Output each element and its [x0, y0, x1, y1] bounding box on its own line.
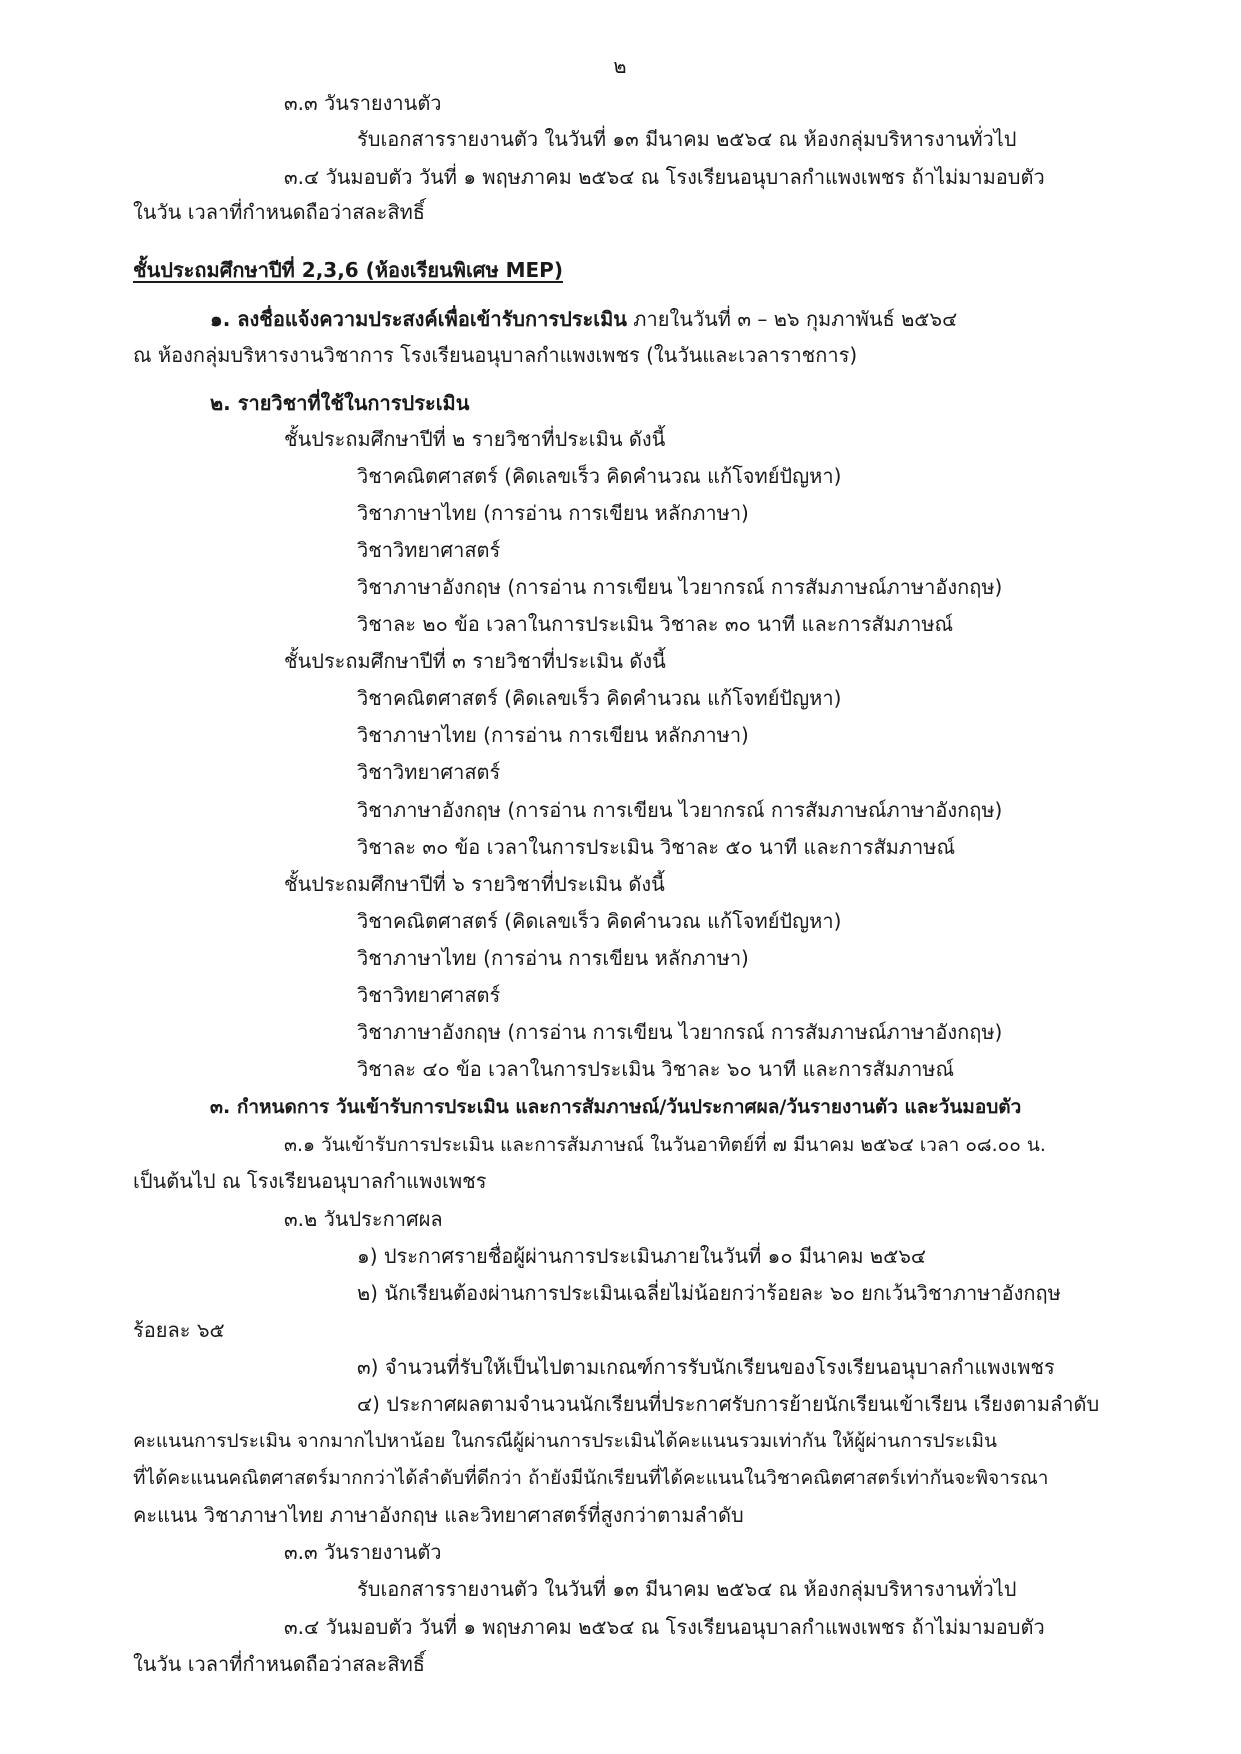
list-item: ๔) ประกาศผลตามจำนวนนักเรียนที่ประกาศรับการย้ายนักเรียนเข้าเรียน เรียงตามลำดับ [357, 1392, 1100, 1416]
list-item: ๑) ประกาศรายชื่อผู้ผ่านการประเมินภายในวันที่ ๑๐ มีนาคม ๒๕๖๔ [357, 1244, 927, 1268]
subject-item: วิชาวิทยาศาสตร์ [357, 760, 501, 784]
subject-item: วิชาวิทยาศาสตร์ [357, 538, 501, 562]
grade-heading: ชั้นประถมศึกษาปีที่ 2,3,6 (ห้องเรียนพิเศษ MEP) [133, 258, 563, 282]
paragraph-line: ๓.๑ วันเข้ารับการประเมิน และการสัมภาษณ์ ในวันอาทิตย์ที่ ๗ มีนาคม ๒๕๖๔ เวลา ๐๘.๐๐ น. [284, 1134, 1046, 1156]
paragraph-line: ในวัน เวลาที่กำหนดถือว่าสละสิทธิ์ [133, 200, 426, 224]
paragraph-line: ๓.๔ วันมอบตัว วันที่ ๑ พฤษภาคม ๒๕๖๔ ณ โรงเรียนอนุบาลกำแพงเพชร ถ้าไม่มามอบตัว [284, 1615, 1045, 1639]
section-heading: ๓.๓ วันรายงานตัว [284, 1540, 442, 1564]
subject-item: วิชาภาษาอังกฤษ (การอ่าน การเขียน ไวยากรณ์ การสัมภาษณ์ภาษาอังกฤษ) [357, 798, 1003, 822]
list-item: ๓) จำนวนที่รับให้เป็นไปตามเกณฑ์การรับนักเรียนของโรงเรียนอนุบาลกำแพงเพชร [357, 1355, 1055, 1379]
item-text: ภายในวันที่ ๓ – ๒๖ กุมภาพันธ์ ๒๕๖๔ [626, 307, 958, 331]
subject-item: วิชาภาษาไทย (การอ่าน การเขียน หลักภาษา) [357, 946, 749, 970]
paragraph-line: รับเอกสารรายงานตัว ในวันที่ ๑๓ มีนาคม ๒๕๖๔ ณ ห้องกลุ่มบริหารงานทั่วไป [357, 1577, 1017, 1601]
grade-subheading: ชั้นประถมศึกษาปีที่ ๒ รายวิชาที่ประเมิน ดังนี้ [284, 427, 666, 451]
grade-subheading: ชั้นประถมศึกษาปีที่ ๓ รายวิชาที่ประเมิน ดังนี้ [284, 649, 666, 673]
subject-item: วิชาละ ๔๐ ข้อ เวลาในการประเมิน วิชาละ ๖๐ นาที และการสัมภาษณ์ [357, 1057, 955, 1081]
paragraph-line: คะแนน วิชาภาษาไทย ภาษาอังกฤษ และวิทยาศาสตร์ที่สูงกว่าตามลำดับ [133, 1503, 744, 1527]
list-item: ๒) นักเรียนต้องผ่านการประเมินเฉลี่ยไม่น้อยกว่าร้อยละ ๖๐ ยกเว้นวิชาภาษาอังกฤษ [357, 1281, 1061, 1305]
subject-item: วิชาภาษาไทย (การอ่าน การเขียน หลักภาษา) [357, 501, 749, 525]
paragraph-line: เป็นต้นไป ณ โรงเรียนอนุบาลกำแพงเพชร [133, 1169, 487, 1193]
paragraph-line: ร้อยละ ๖๕ [133, 1318, 225, 1342]
subject-item: วิชาภาษาอังกฤษ (การอ่าน การเขียน ไวยากรณ์ การสัมภาษณ์ภาษาอังกฤษ) [357, 575, 1003, 599]
item-heading: ๒. รายวิชาที่ใช้ในการประเมิน [210, 391, 470, 415]
grade-subheading: ชั้นประถมศึกษาปีที่ ๖ รายวิชาที่ประเมิน ดังนี้ [284, 872, 665, 896]
subject-item: วิชาวิทยาศาสตร์ [357, 983, 501, 1007]
page-number: ๒ [613, 54, 627, 78]
paragraph-line: ที่ได้คะแนนคณิตศาสตร์มากกว่าได้ลำดับที่ดีกว่า ถ้ายังมีนักเรียนที่ได้คะแนนในวิชาคณิตศาสตร์เท่ากันจะพิจารณา [133, 1467, 1049, 1489]
subject-item: วิชาคณิตศาสตร์ (คิดเลขเร็ว คิดคำนวณ แก้โจทย์ปัญหา) [357, 464, 842, 488]
paragraph-line: ณ ห้องกลุ่มบริหารงานวิชาการ โรงเรียนอนุบาลกำแพงเพชร (ในวันและเวลาราชการ) [133, 343, 858, 367]
section-heading: ๓.๓ วันรายงานตัว [284, 91, 442, 115]
item-heading: ๑. ลงชื่อแจ้งความประสงค์เพื่อเข้ารับการประเมิน [210, 307, 627, 331]
item-heading: ๓. กำหนดการ วันเข้ารับการประเมิน และการสัมภาษณ์/วันประกาศผล/วันรายงานตัว และวันมอบตัว [210, 1096, 1022, 1118]
subject-item: วิชาภาษาไทย (การอ่าน การเขียน หลักภาษา) [357, 723, 749, 747]
subject-item: วิชาภาษาอังกฤษ (การอ่าน การเขียน ไวยากรณ์ การสัมภาษณ์ภาษาอังกฤษ) [357, 1020, 1003, 1044]
section-heading: ๓.๒ วันประกาศผล [284, 1207, 443, 1231]
subject-item: วิชาละ ๓๐ ข้อ เวลาในการประเมิน วิชาละ ๕๐ นาที และการสัมภาษณ์ [357, 835, 956, 859]
paragraph-line: คะแนนการประเมิน จากมากไปหาน้อย ในกรณีผู้ผ่านการประเมินได้คะแนนรวมเท่ากัน ให้ผู้ผ่านการประเมิน [133, 1430, 998, 1452]
subject-item: วิชาคณิตศาสตร์ (คิดเลขเร็ว คิดคำนวณ แก้โจทย์ปัญหา) [357, 686, 842, 710]
paragraph-line: ๓.๔ วันมอบตัว วันที่ ๑ พฤษภาคม ๒๕๖๔ ณ โรงเรียนอนุบาลกำแพงเพชร ถ้าไม่มามอบตัว [284, 165, 1045, 189]
paragraph-line: ในวัน เวลาที่กำหนดถือว่าสละสิทธิ์ [133, 1652, 426, 1676]
subject-item: วิชาละ ๒๐ ข้อ เวลาในการประเมิน วิชาละ ๓๐ นาที และการสัมภาษณ์ [357, 612, 954, 636]
paragraph-line: รับเอกสารรายงานตัว ในวันที่ ๑๓ มีนาคม ๒๕๖๔ ณ ห้องกลุ่มบริหารงานทั่วไป [357, 127, 1017, 151]
paragraph-line [210, 305, 957, 333]
subject-item: วิชาคณิตศาสตร์ (คิดเลขเร็ว คิดคำนวณ แก้โจทย์ปัญหา) [357, 909, 842, 933]
